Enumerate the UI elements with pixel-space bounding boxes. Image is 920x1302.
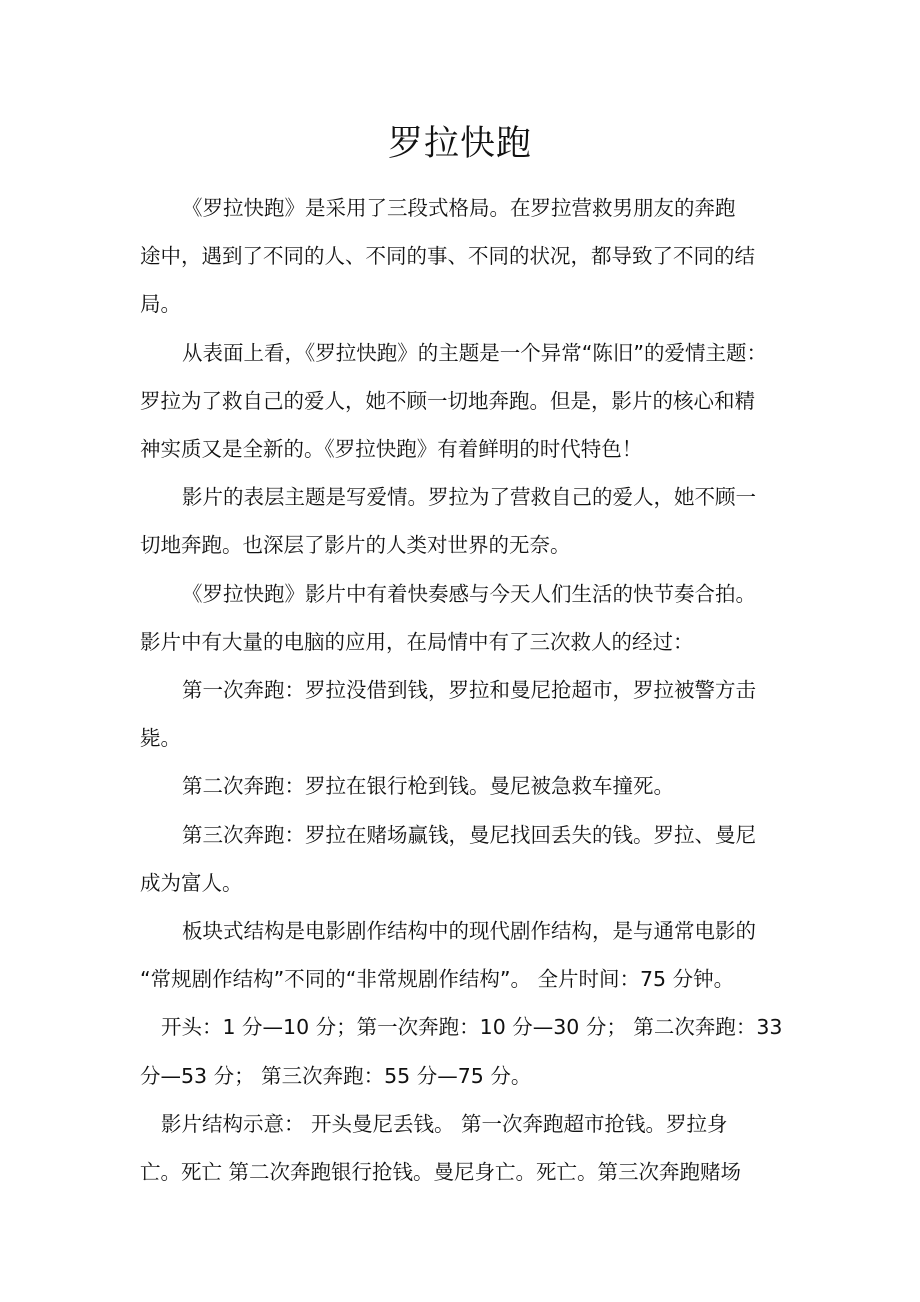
text-line: 亡。死亡 第二次奔跑银行抢钱。曼尼身亡。死亡。第三次奔跑赌场: [140, 1160, 742, 1185]
text-line: 板块式结构是电影剧作结构中的现代剧作结构，是与通常电影的: [182, 919, 756, 944]
text-line: “常规剧作结构”不同的“非常规剧作结构”。 全片时间：75 分钟。: [140, 967, 735, 992]
text-line: 第一次奔跑：罗拉没借到钱，罗拉和曼尼抢超市，罗拉被警方击: [182, 678, 756, 703]
paragraph-rhythm: [140, 570, 785, 666]
text-line: 局。: [140, 292, 181, 317]
text-line: 影片结构示意： 开头曼尼丢钱。 第一次奔跑超市抢钱。罗拉身: [161, 1111, 728, 1136]
text-line: 影片中有大量的电脑的应用，在局情中有了三次救人的经过：: [140, 629, 694, 654]
text-line: 从表面上看，《罗拉快跑》的主题是一个异常“陈旧”的爱情主题：: [182, 340, 767, 365]
paragraph-structure-diagram: [140, 1100, 785, 1196]
paragraph-run-2: [140, 762, 785, 810]
text-line: 分—53 分； 第三次奔跑：55 分—75 分。: [140, 1063, 532, 1088]
text-line: 《罗拉快跑》是采用了三段式格局。在罗拉营救男朋友的奔跑: [182, 196, 736, 220]
text-line: 第三次奔跑：罗拉在赌场赢钱，曼尼找回丢失的钱。罗拉、曼尼: [182, 822, 756, 847]
document-title: 罗拉快跑: [387, 124, 532, 164]
paragraph-theme: [140, 329, 785, 474]
paragraph-timeline: [140, 1003, 785, 1099]
paragraph-run-3: [140, 811, 785, 907]
paragraph-surface-theme: [140, 473, 785, 569]
text-line: 途中，遇到了不同的人、不同的事、不同的状况，都导致了不同的结: [140, 244, 755, 269]
text-line: 开头：1 分—10 分；第一次奔跑：10 分—30 分； 第二次奔跑：33: [161, 1015, 783, 1040]
text-line: 第二次奔跑：罗拉在银行枪到钱。曼尼被急救车撞死。: [182, 774, 674, 799]
paragraph-run-1: [140, 666, 785, 762]
text-line: 影片的表层主题是写爱情。罗拉为了营救自己的爱人，她不顾一: [182, 485, 756, 510]
text-line: 神实质又是全新的。《罗拉快跑》有着鲜明的时代特色！: [140, 437, 643, 462]
document-body: [140, 184, 785, 1196]
text-line: 切地奔跑。也深层了影片的人类对世界的无奈。: [140, 533, 571, 558]
text-line: 毙。: [140, 726, 181, 751]
paragraph-structure: [140, 907, 785, 1003]
text-line: 《罗拉快跑》影片中有着快奏感与今天人们生活的快节奏合拍。: [182, 581, 756, 606]
text-line: 罗拉为了救自己的爱人，她不顾一切地奔跑。但是，影片的核心和精: [140, 388, 755, 413]
text-line: 成为富人。: [140, 870, 243, 895]
paragraph-intro: [140, 184, 785, 329]
